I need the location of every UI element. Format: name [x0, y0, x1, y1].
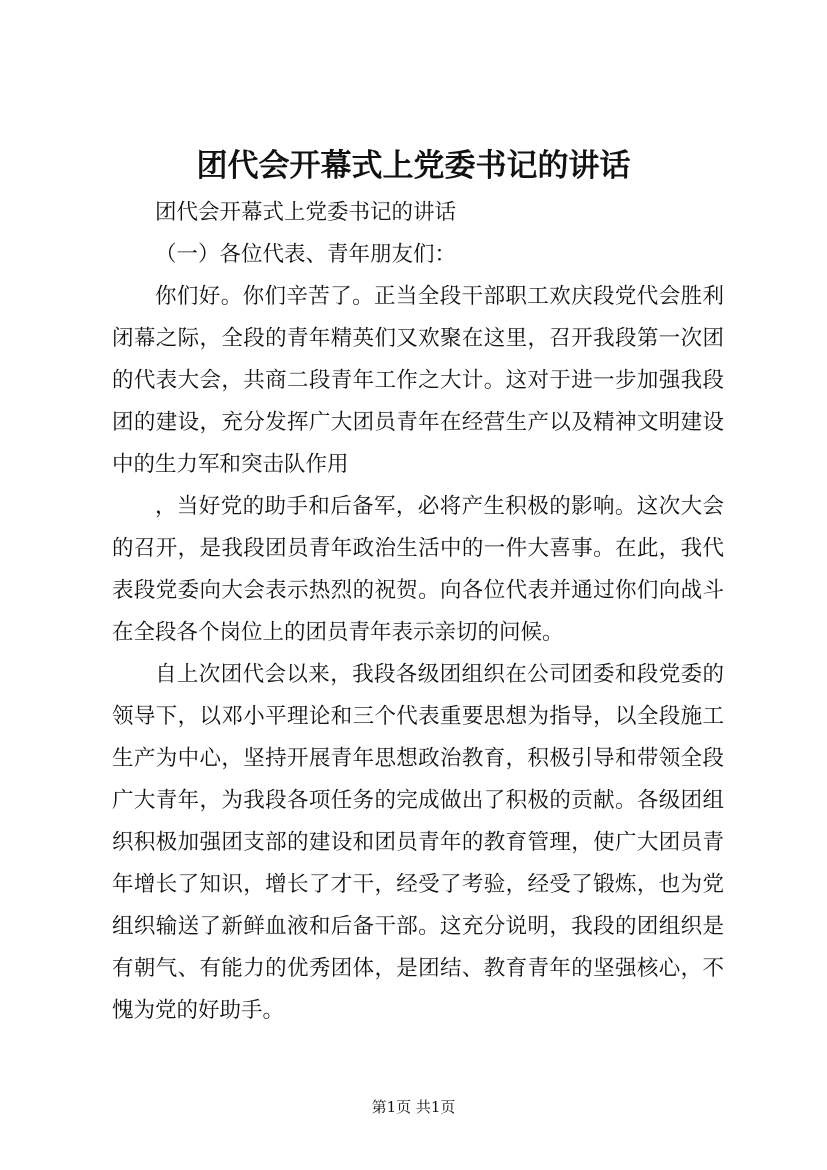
paragraph-greeting: 你们好。你们辛苦了。正当全段干部职工欢庆段党代会胜利闭幕之际，全段的青年精英们又欢聚在这里，召开我段第一次团的代表大会，共商二段青年工作之大计。这对于进一步加强我段团的建设，充分发挥广大团员青年在经营生产以及精神文明建设中的生力军和突击队作用 — [112, 284, 724, 477]
document-body — [112, 192, 724, 1032]
document-title: 团代会开幕式上党委书记的讲话 — [196, 148, 631, 184]
page-footer: 第1页 共1页 — [371, 1098, 456, 1116]
paragraph-subtitle: 团代会开幕式上党委书记的讲话 — [155, 200, 457, 225]
paragraph-salutation: （一）各位代表、青年朋友们： — [155, 242, 457, 267]
paragraph-congratulation: ，当好党的助手和后备军，必将产生积极的影响。这次大会的召开，是我段团员青年政治生活中的一件大喜事。在此，我代表段党委向大会表示热烈的祝贺。向各位代表并通过你们向战斗在全段各个岗位上的团员青年表示亲切的问候。 — [112, 494, 724, 645]
paragraph-achievements: 自上次团代会以来，我段各级团组织在公司团委和段党委的领导下，以邓小平理论和三个代表重要思想为指导，以全段施工生产为中心，坚持开展青年思想政治教育，积极引导和带领全段广大青年，为我段各项任务的完成做出了积极的贡献。各级团组织积极加强团支部的建设和团员青年的教育管理，使广大团员青年增长了知识，增长了才干，经受了考验，经受了锻炼，也为党组织输送了新鲜血液和后备干部。这充分说明，我段的团组织是有朝气、有能力的优秀团体，是团结、教育青年的坚强核心，不愧为党的好助手。 — [112, 662, 724, 1023]
